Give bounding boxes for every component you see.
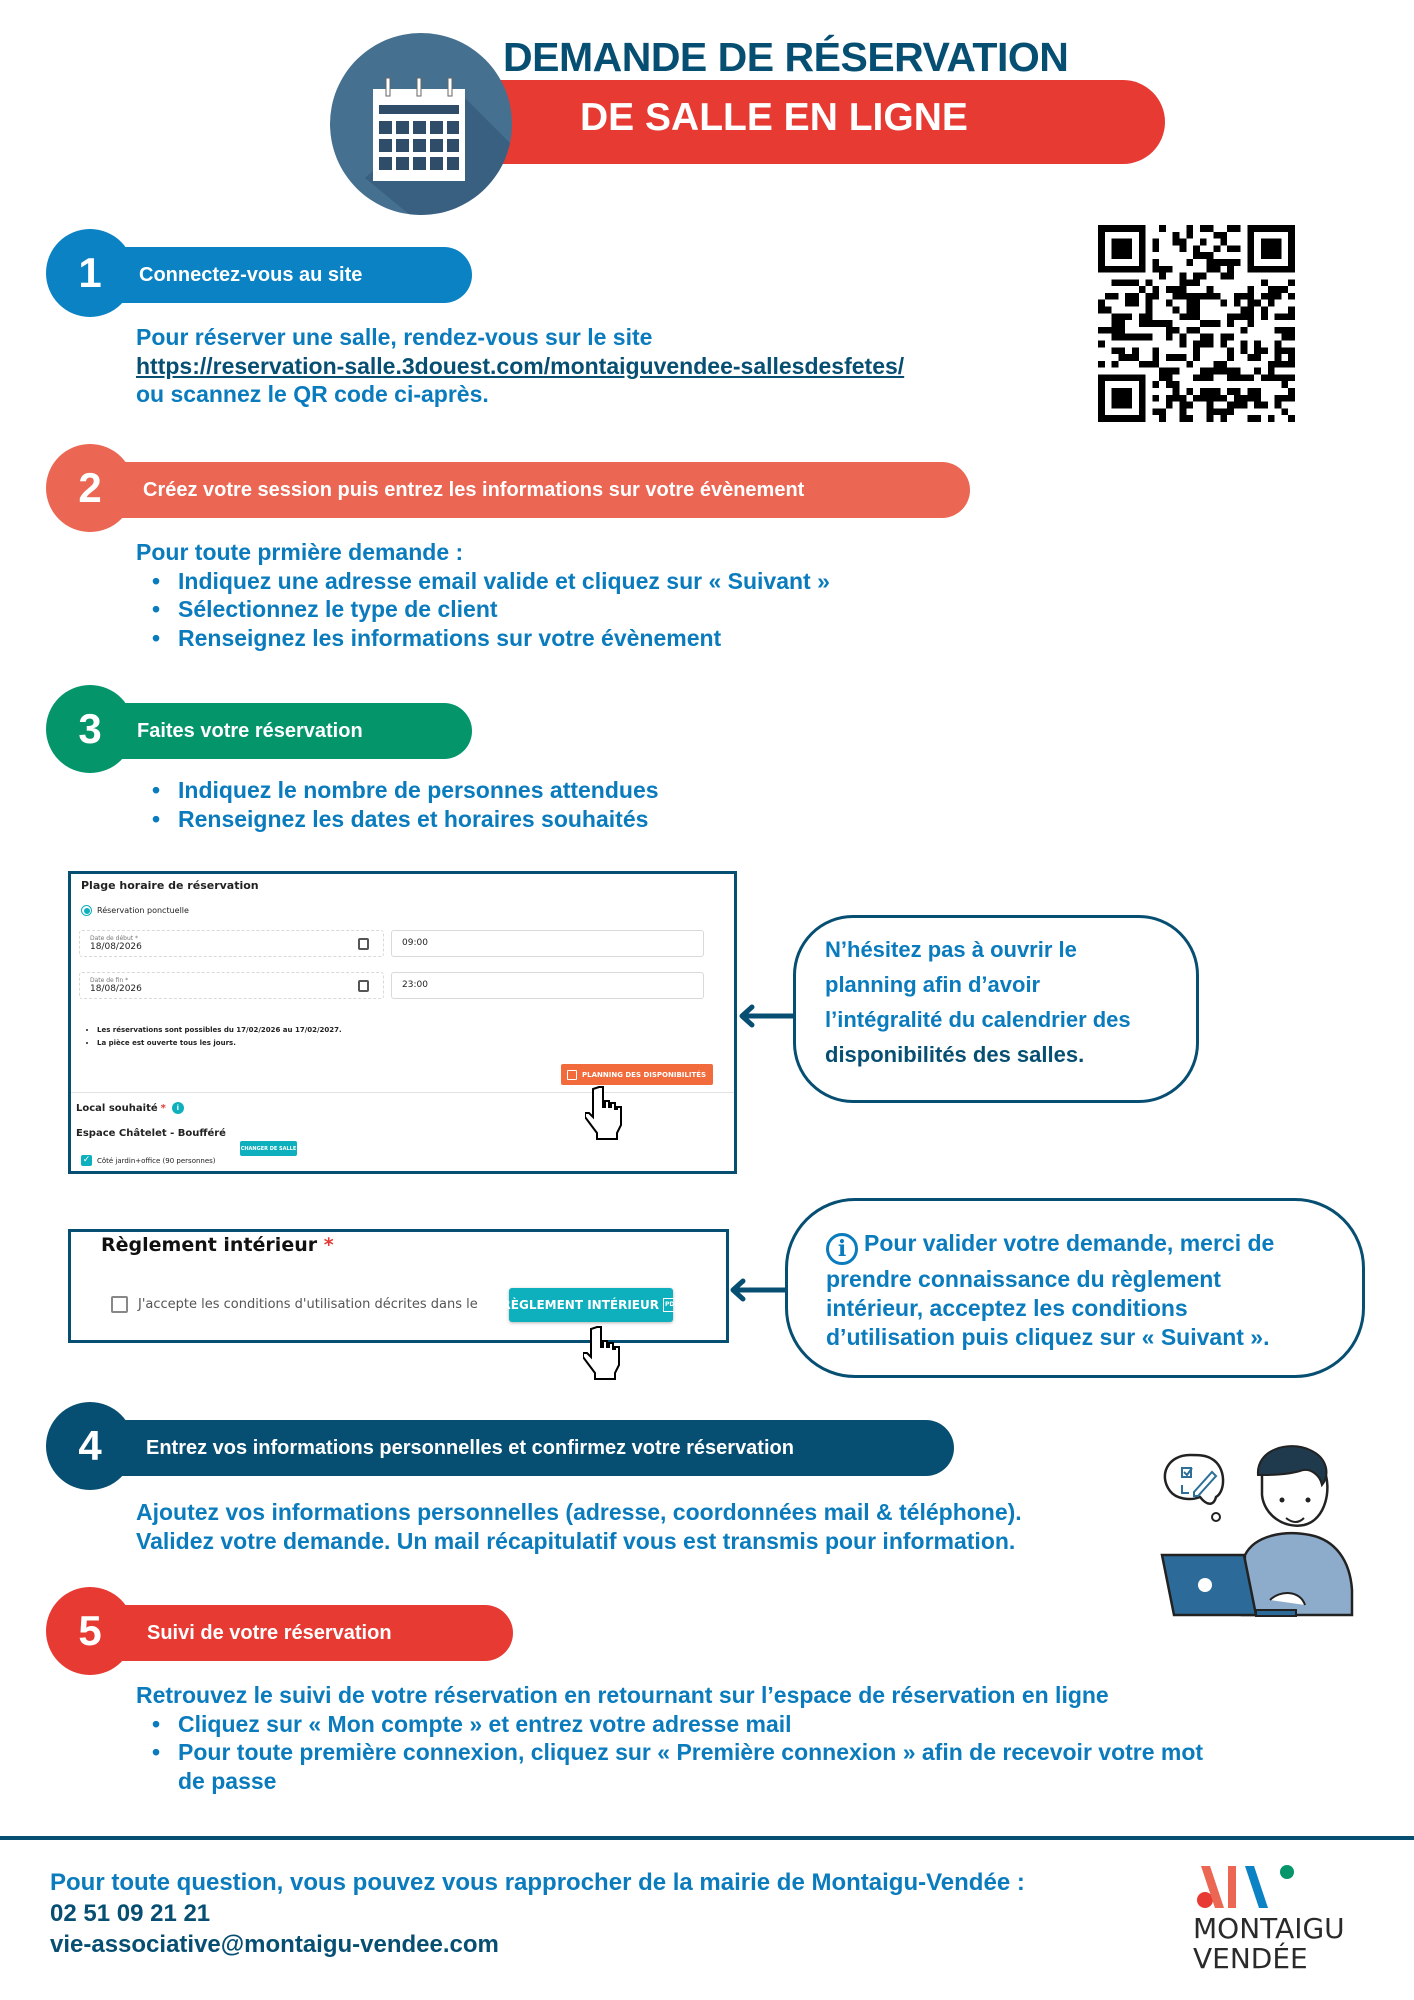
reglement-interieur-button[interactable]	[501, 1288, 679, 1322]
availability-notes	[97, 1024, 342, 1050]
note-item: • Les réservations sont possibles du 17/02/2026 au 17/02/2027.	[97, 1024, 342, 1037]
end-time-field[interactable]	[391, 972, 704, 999]
step-4-line: Ajoutez vos informations personnelles (adresse, coordonnées mail & téléphone).	[136, 1499, 1022, 1525]
logo-line: VENDÉE	[1193, 1942, 1308, 1975]
radio-icon	[81, 905, 92, 916]
pointer-hand-cursor-icon	[585, 1085, 625, 1141]
info-icon[interactable]: i	[172, 1102, 184, 1114]
reglement-title-row	[101, 1234, 334, 1256]
step-2-header	[90, 462, 970, 518]
step-1-line: ou scannez le QR code ci-après.	[136, 381, 489, 407]
checkbox-unchecked-icon	[111, 1296, 128, 1313]
bullet-item: • Indiquez le nombre de personnes attendues	[136, 776, 659, 805]
step-3-body	[136, 776, 659, 833]
start-date-field[interactable]	[79, 930, 384, 957]
step-1-title: Connectez-vous au site	[139, 263, 363, 286]
step-5-number: 5	[46, 1587, 134, 1675]
calendar-icon[interactable]	[358, 938, 369, 950]
callout-line-text: Pour valider votre demande, merci de	[864, 1230, 1275, 1256]
checkbox-label: J'accepte les conditions d'utilisation décrites dans le	[138, 1297, 478, 1312]
accept-conditions-checkbox[interactable]	[111, 1296, 478, 1313]
footer-phone[interactable]: 02 51 09 21 21	[50, 1900, 211, 1927]
reglement-tip-callout	[785, 1198, 1365, 1378]
checkbox-label: Côté jardin+office (90 personnes)	[97, 1156, 216, 1165]
montaigu-vendee-logo	[1190, 1860, 1380, 1980]
local-label-row	[76, 1102, 184, 1114]
field-value: 18/08/2026	[90, 983, 142, 994]
step-1-number: 1	[46, 229, 134, 317]
callout-line: planning afin d’avoir	[825, 972, 1041, 997]
qr-code[interactable]	[1098, 225, 1295, 422]
step-3-number: 3	[46, 685, 134, 773]
bullet-item: • Renseignez les dates et horaires souhaités	[136, 805, 659, 834]
step-3-header	[90, 703, 472, 759]
local-label: Local souhaité	[76, 1102, 158, 1114]
planning-availability-button[interactable]	[561, 1064, 713, 1085]
checkbox-checked-icon: ✓	[82, 1155, 91, 1165]
step-2-body	[136, 538, 830, 652]
room-option-checkbox[interactable]	[81, 1155, 216, 1166]
callout-line: N’hésitez pas à ouvrir le	[825, 937, 1077, 962]
reservation-form-screenshot	[68, 871, 737, 1174]
step-2-title: Créez votre session puis entrez les informations sur votre évènement	[143, 478, 805, 501]
callout-line: prendre connaissance du règlement	[826, 1266, 1221, 1292]
field-value: 23:00	[402, 980, 428, 990]
step-5-header	[90, 1605, 513, 1661]
callout-text	[825, 932, 1131, 1072]
page-subtitle: DE SALLE EN LIGNE	[580, 96, 968, 139]
footer-divider	[0, 1836, 1414, 1840]
button-label: PLANNING DES DISPONIBILITÉS	[582, 1070, 707, 1079]
reglement-title: Règlement intérieur	[101, 1234, 318, 1256]
bullet-item: • Renseignez les informations sur votre évènement	[136, 624, 830, 653]
qr-code-image	[1098, 225, 1295, 422]
step-1-body	[136, 323, 904, 409]
logo-mark-icon	[1193, 1864, 1303, 1914]
calendar-icon	[567, 1070, 577, 1080]
radio-label: Réservation ponctuelle	[97, 906, 189, 915]
step-5-body	[136, 1681, 1203, 1795]
callout-text	[826, 1229, 1274, 1352]
step-3-title: Faites votre réservation	[137, 719, 363, 742]
button-label: RÈGLEMENT INTÉRIEUR	[501, 1298, 659, 1312]
step-2-number: 2	[46, 444, 134, 532]
bullet-item: • Cliquez sur « Mon compte » et entrez votre adresse mail	[136, 1710, 1203, 1739]
bullet-item: • Indiquez une adresse email valide et cliquez sur « Suivant »	[136, 567, 830, 596]
step-4-title: Entrez vos informations personnelles et confirmez votre réservation	[146, 1436, 794, 1459]
divider	[71, 1092, 734, 1093]
info-icon: i	[826, 1233, 858, 1265]
callout-line	[826, 1229, 1274, 1265]
arrow-left-icon	[729, 1277, 787, 1303]
footer-contact	[50, 1867, 1025, 1960]
reglement-form-screenshot	[68, 1229, 729, 1343]
radio-reservation-ponctuelle[interactable]	[81, 905, 189, 916]
site-link[interactable]: https://reservation-salle.3douest.com/montaiguvendee-sallesdesfetes/	[136, 352, 905, 379]
calendar-icon[interactable]	[358, 980, 369, 992]
calendar-icon	[330, 33, 512, 215]
end-date-field[interactable]	[79, 972, 384, 999]
room-name: Espace Châtelet - Boufféré	[76, 1128, 226, 1139]
pdf-icon: PDF	[663, 1298, 680, 1312]
step-5-intro: Retrouvez le suivi de votre réservation en retournant sur l’espace de réservation en ligne	[136, 1682, 1109, 1708]
callout-line: l’intégralité du calendrier des	[825, 1007, 1131, 1032]
arrow-left-icon	[738, 1003, 796, 1029]
header-circle	[330, 33, 512, 215]
pointer-hand-cursor-icon	[583, 1325, 623, 1381]
logo-text	[1193, 1914, 1345, 1974]
field-value: 18/08/2026	[90, 941, 142, 952]
field-value: 09:00	[402, 938, 428, 948]
footer-contact-line: Pour toute question, vous pouvez vous rapprocher de la mairie de Montaigu-Vendée :	[50, 1869, 1025, 1896]
page-title: DEMANDE DE RÉSERVATION	[503, 34, 1069, 80]
step-1-line: Pour réserver une salle, rendez-vous sur le site	[136, 324, 653, 350]
person-laptop-illustration	[1150, 1440, 1375, 1620]
callout-line: d’utilisation puis cliquez sur « Suivant ».	[826, 1324, 1270, 1350]
step-4-body	[136, 1498, 1022, 1555]
step-5-title: Suivi de votre réservation	[147, 1621, 392, 1644]
step-2-intro: Pour toute prmière demande :	[136, 539, 464, 565]
callout-line: disponibilités des salles.	[825, 1042, 1085, 1067]
callout-line: intérieur, acceptez les conditions	[826, 1295, 1188, 1321]
form-section-title: Plage horaire de réservation	[81, 879, 259, 892]
step-4-number: 4	[46, 1402, 134, 1490]
start-time-field[interactable]	[391, 930, 704, 957]
change-room-button[interactable]: CHANGER DE SALLE	[240, 1141, 297, 1156]
field-label: Date de début *	[90, 934, 139, 942]
required-mark: *	[323, 1234, 334, 1256]
note-item: • La pièce est ouverte tous les jours.	[97, 1037, 342, 1050]
step-4-line: Validez votre demande. Un mail récapitulatif vous est transmis pour information.	[136, 1527, 1016, 1554]
bullet-item: • Pour toute première connexion, cliquez sur « Première connexion » afin de recevoir votre mot	[136, 1738, 1203, 1767]
step-4-header	[90, 1420, 954, 1476]
field-label: Date de fin *	[90, 976, 129, 984]
bullet-item: • Sélectionnez le type de client	[136, 595, 830, 624]
step-1-header	[90, 247, 472, 303]
logo-line: MONTAIGU	[1193, 1912, 1345, 1945]
planning-tip-callout	[793, 915, 1199, 1103]
required-mark: *	[160, 1102, 166, 1114]
footer-email[interactable]: vie-associative@montaigu-vendee.com	[50, 1931, 499, 1958]
bullet-item-continuation: de passe	[178, 1767, 277, 1794]
